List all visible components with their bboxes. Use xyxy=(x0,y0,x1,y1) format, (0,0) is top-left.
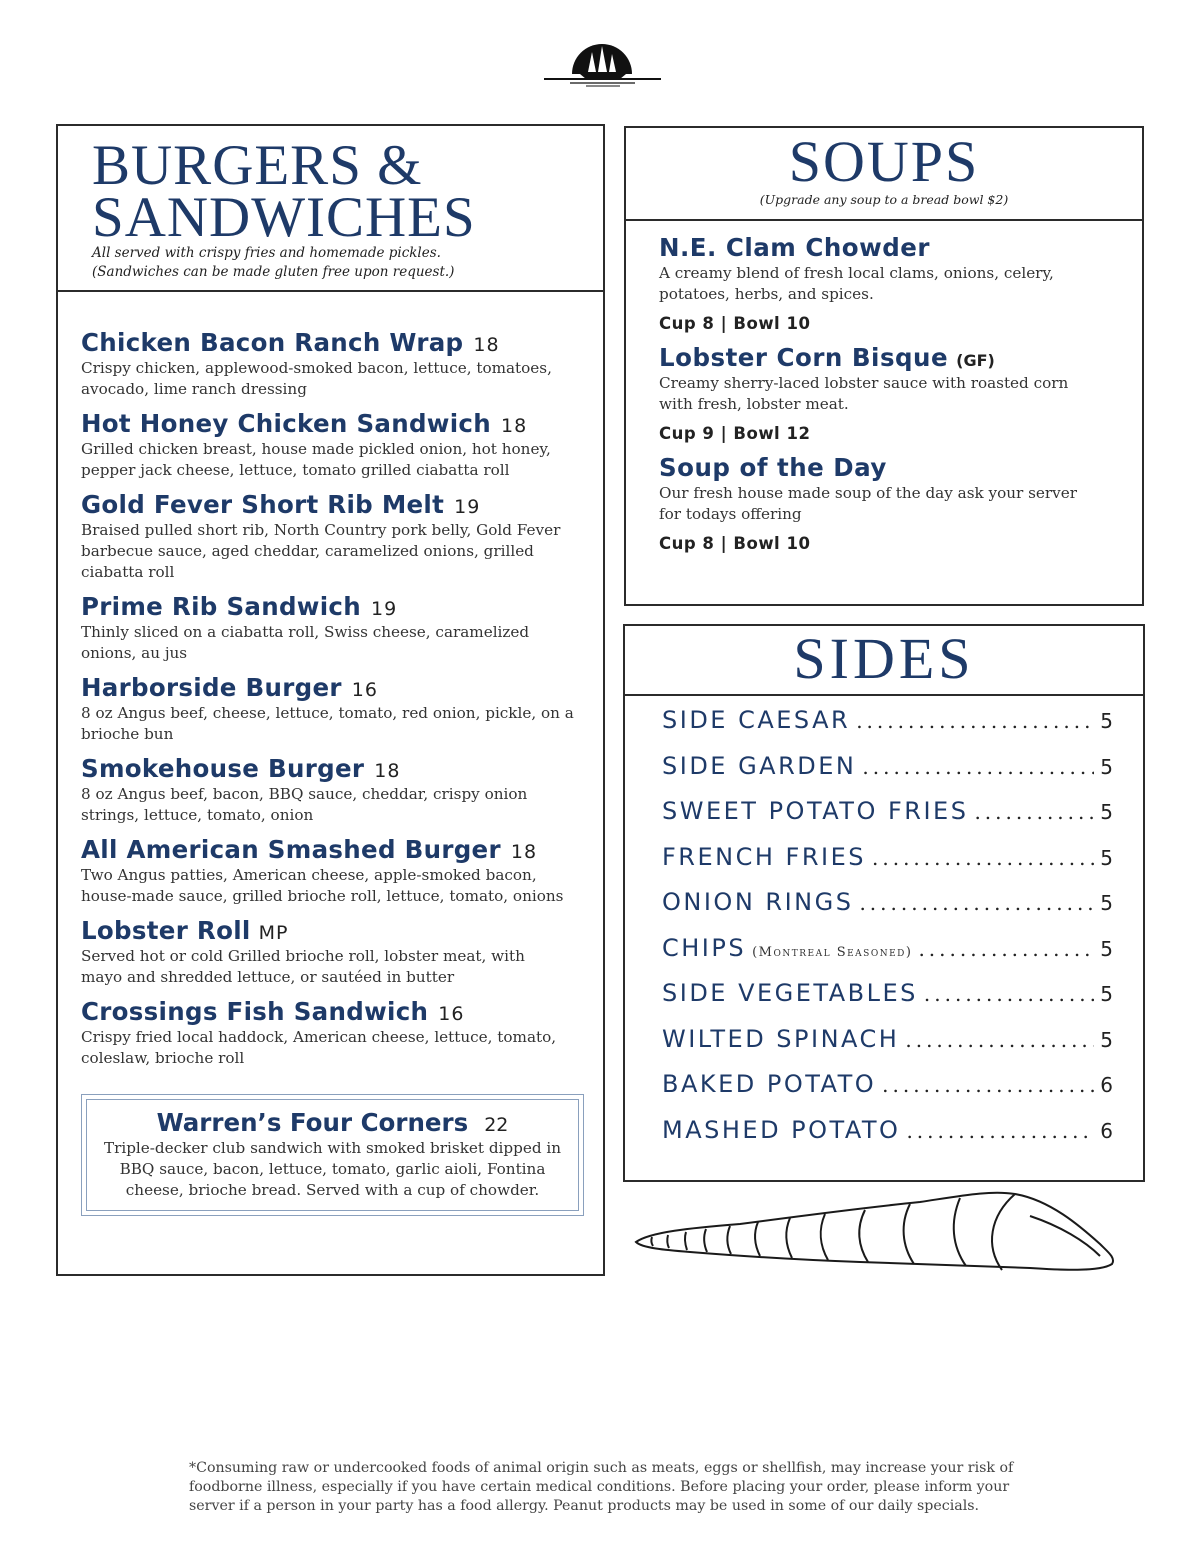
soups-panel xyxy=(624,126,1144,606)
menu-item xyxy=(81,916,603,988)
dot-leader xyxy=(918,937,1094,961)
menu-item xyxy=(81,997,603,1069)
item-price: 18 xyxy=(501,415,528,437)
item-price: 18 xyxy=(473,334,500,356)
menu-item xyxy=(81,409,603,481)
menu-item xyxy=(81,754,603,826)
seashell-icon xyxy=(630,1186,1120,1282)
burgers-subtitle-line1: All served with crispy fries and homemade pickles. xyxy=(92,245,441,261)
side-name: SIDE VEGETABLES xyxy=(662,979,918,1007)
soups-header xyxy=(626,128,1142,221)
item-name: Chicken Bacon Ranch Wrap xyxy=(81,328,464,357)
side-price: 5 xyxy=(1100,1027,1113,1052)
soup-description: Our fresh house made soup of the day ask your server for todays offering xyxy=(659,484,1077,523)
burgers-subtitle xyxy=(92,244,603,282)
burgers-subtitle-line2: (Sandwiches can be made gluten free upon request.) xyxy=(92,264,455,280)
side-name: SIDE CAESAR xyxy=(662,706,851,734)
side-item xyxy=(662,888,1113,934)
soup-price: Cup 9 | Bowl 12 xyxy=(659,424,811,443)
menu-item xyxy=(81,328,603,400)
food-safety-disclaimer: *Consuming raw or undercooked foods of animal origin such as meats, eggs or shellfish, may increase your risk of foodborne illness, especially if you have certain medical conditions. Before placing your order, please inform your server if a person in your party has a food allergy. Peanut products may be used in some of our daily specials. xyxy=(189,1460,1014,1514)
item-description: Two Angus patties, American cheese, apple-smoked bacon, house-made sauce, grilled brioche roll, lettuce, tomato, onions xyxy=(81,866,564,905)
item-name: Smokehouse Burger xyxy=(81,754,365,783)
featured-item-name: Warren’s Four Corners xyxy=(156,1108,469,1137)
side-price: 6 xyxy=(1100,1118,1113,1143)
item-name: Harborside Burger xyxy=(81,673,342,702)
sides-title: SIDES xyxy=(793,626,975,691)
side-price: 5 xyxy=(1100,891,1113,915)
item-name: Gold Fever Short Rib Melt xyxy=(81,490,445,519)
burgers-header xyxy=(58,126,603,292)
side-name: BAKED POTATO xyxy=(662,1070,877,1098)
sides-list xyxy=(625,696,1143,1161)
burgers-title-line2: SANDWICHES xyxy=(92,186,476,249)
dot-leader xyxy=(856,709,1094,733)
item-name: Crossings Fish Sandwich xyxy=(81,997,429,1026)
item-description: 8 oz Angus beef, cheese, lettuce, tomato, red onion, pickle, on a brioche bun xyxy=(81,704,574,743)
side-name: SIDE GARDEN xyxy=(662,751,857,780)
menu-item xyxy=(81,490,603,583)
side-price: 5 xyxy=(1100,709,1113,733)
side-item xyxy=(662,934,1113,980)
dot-leader xyxy=(862,755,1094,779)
soup-item xyxy=(659,343,1142,443)
dot-leader xyxy=(924,982,1094,1006)
soup-name: N.E. Clam Chowder xyxy=(659,233,930,262)
soup-description: A creamy blend of fresh local clams, onions, celery, potatoes, herbs, and spices. xyxy=(659,264,1054,303)
menu-item xyxy=(81,673,603,745)
soup-item xyxy=(659,453,1142,553)
side-price: 5 xyxy=(1100,754,1113,779)
soups-title: SOUPS xyxy=(788,129,980,194)
side-price: 5 xyxy=(1100,800,1113,824)
item-description: Braised pulled short rib, North Country pork belly, Gold Fever barbecue sauce, aged cheddar, caramelized onions, grilled ciabatta roll xyxy=(81,521,561,581)
item-price: 19 xyxy=(371,598,398,620)
soup-item xyxy=(659,233,1142,333)
featured-item-inner xyxy=(86,1099,579,1211)
item-description: Crispy fried local haddock, American cheese, lettuce, tomato, coleslaw, brioche roll xyxy=(81,1028,557,1067)
burgers-list xyxy=(58,292,603,1069)
item-price: 18 xyxy=(510,841,538,863)
side-name: SWEET POTATO FRIES xyxy=(662,797,969,825)
featured-item-description: Triple-decker club sandwich with smoked brisket dipped in BBQ sauce, bacon, lettuce, tomato, garlic aioli, Fontina cheese, brioche bread. Served with a cup of chowder. xyxy=(103,1139,562,1199)
item-description: Crispy chicken, applewood-smoked bacon, lettuce, tomatoes, avocado, lime ranch dressing xyxy=(81,359,552,398)
side-item xyxy=(662,1116,1113,1162)
item-price: 18 xyxy=(374,760,401,782)
item-price: 16 xyxy=(438,1003,465,1025)
dot-leader xyxy=(859,891,1094,915)
burgers-title xyxy=(92,134,603,249)
sides-panel xyxy=(623,624,1145,1182)
side-price: 5 xyxy=(1100,982,1113,1006)
soups-subtitle: (Upgrade any soup to a bread bowl $2) xyxy=(759,192,1009,207)
side-item xyxy=(662,979,1113,1025)
side-note: (Montreal Seasoned) xyxy=(752,944,913,960)
soup-tag: (GF) xyxy=(956,351,995,370)
item-name: Prime Rib Sandwich xyxy=(81,592,361,621)
dot-leader xyxy=(872,846,1094,870)
side-price: 6 xyxy=(1100,1073,1113,1097)
sides-header xyxy=(625,626,1143,696)
item-description: Thinly sliced on a ciabatta roll, Swiss cheese, caramelized onions, au jus xyxy=(81,623,530,662)
soup-description: Creamy sherry-laced lobster sauce with roasted corn with fresh, lobster meat. xyxy=(659,374,1069,413)
item-price: 16 xyxy=(351,679,378,701)
item-description: 8 oz Angus beef, bacon, BBQ sauce, cheddar, crispy onion strings, lettuce, tomato, onion xyxy=(81,785,528,824)
dot-leader xyxy=(974,800,1094,824)
item-description: Served hot or cold Grilled brioche roll, lobster meat, with mayo and shredded lettuce, or sautéed in butter xyxy=(81,947,525,986)
dot-leader xyxy=(905,1028,1094,1052)
side-name: WILTED SPINACH xyxy=(662,1024,900,1053)
item-description: Grilled chicken breast, house made pickled onion, hot honey, pepper jack cheese, lettuce, tomato grilled ciabatta roll xyxy=(81,440,551,479)
side-item xyxy=(662,706,1113,752)
side-item xyxy=(662,797,1113,843)
side-name: CHIPS xyxy=(662,933,747,962)
item-price: MP xyxy=(258,922,289,944)
side-item xyxy=(662,843,1113,889)
side-price: 5 xyxy=(1100,936,1113,961)
side-item xyxy=(662,1025,1113,1071)
burgers-title-line1: BURGERS & xyxy=(92,134,423,197)
side-item xyxy=(662,1070,1113,1116)
dot-leader xyxy=(906,1119,1094,1143)
soup-price: Cup 8 | Bowl 10 xyxy=(659,314,811,333)
side-name: FRENCH FRIES xyxy=(662,842,866,871)
item-name: Hot Honey Chicken Sandwich xyxy=(81,409,491,438)
menu-item xyxy=(81,592,603,664)
dot-leader xyxy=(882,1073,1094,1097)
side-name: MASHED POTATO xyxy=(662,1115,901,1144)
soup-price: Cup 8 | Bowl 10 xyxy=(659,534,811,553)
item-price: 19 xyxy=(454,496,481,518)
soups-list xyxy=(626,221,1142,553)
side-price: 5 xyxy=(1100,845,1113,870)
item-name: All American Smashed Burger xyxy=(81,835,501,864)
burgers-sandwiches-panel xyxy=(56,124,605,1276)
soup-name: Lobster Corn Bisque xyxy=(659,343,949,372)
side-item xyxy=(662,752,1113,798)
soup-name: Soup of the Day xyxy=(659,453,887,482)
featured-item-price: 22 xyxy=(484,1114,509,1136)
side-name: ONION RINGS xyxy=(662,888,854,916)
item-name: Lobster Roll xyxy=(81,916,251,945)
sailing-ship-logo-icon xyxy=(540,38,665,90)
menu-item xyxy=(81,835,603,907)
featured-item-box xyxy=(81,1094,584,1216)
